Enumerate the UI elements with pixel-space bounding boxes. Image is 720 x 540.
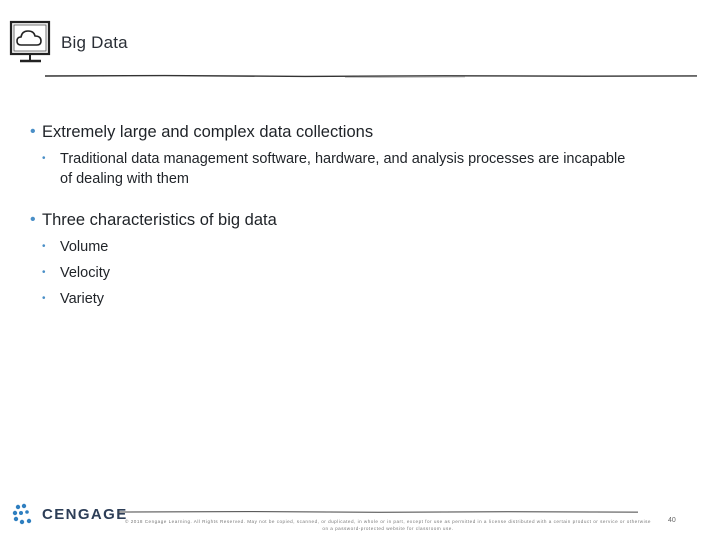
bullet-dot: • bbox=[42, 293, 46, 304]
sub-bullet-text: Velocity bbox=[60, 265, 110, 281]
footer-divider bbox=[118, 509, 638, 515]
cengage-logo-icon bbox=[12, 503, 38, 525]
page-number: 40 bbox=[668, 517, 676, 524]
bullet-dot: • bbox=[42, 241, 46, 252]
sub-bullet-list bbox=[42, 149, 670, 189]
title-divider bbox=[45, 72, 697, 80]
bullet-text: Extremely large and complex data collections bbox=[42, 123, 374, 141]
sub-bullet-item bbox=[42, 263, 670, 283]
sub-bullet-text: Variety bbox=[60, 291, 105, 307]
bullet-item bbox=[30, 209, 670, 231]
sub-bullet-text: Volume bbox=[60, 239, 109, 255]
copyright-notice: © 2018 Cengage Learning. All Rights Reserved. May not be copied, scanned, or duplicated, in whole or in part, except for use as permitted in a license distributed with a certain product or service or otherwise on a password-protected website for classroom use. bbox=[125, 519, 651, 531]
slide-title: Big Data bbox=[61, 33, 128, 52]
logo-text: CENGAGE bbox=[42, 505, 128, 523]
sub-bullet-item bbox=[42, 289, 670, 309]
sub-bullet-item bbox=[42, 237, 670, 257]
sub-bullet-item bbox=[42, 149, 670, 189]
bullet-item bbox=[30, 121, 670, 143]
bullet-list bbox=[30, 121, 670, 315]
bullet-dot: • bbox=[42, 153, 46, 164]
cengage-logo bbox=[12, 503, 128, 525]
bullet-dot: • bbox=[42, 267, 46, 278]
sub-bullet-list bbox=[42, 237, 670, 309]
bullet-dot: • bbox=[30, 123, 36, 140]
bullet-text: Three characteristics of big data bbox=[42, 211, 277, 229]
monitor-cloud-icon bbox=[8, 18, 54, 68]
sub-bullet-text: Traditional data management software, hardware, and analysis processes are incapable of dealing with them bbox=[60, 151, 626, 187]
bullet-dot: • bbox=[30, 211, 36, 228]
